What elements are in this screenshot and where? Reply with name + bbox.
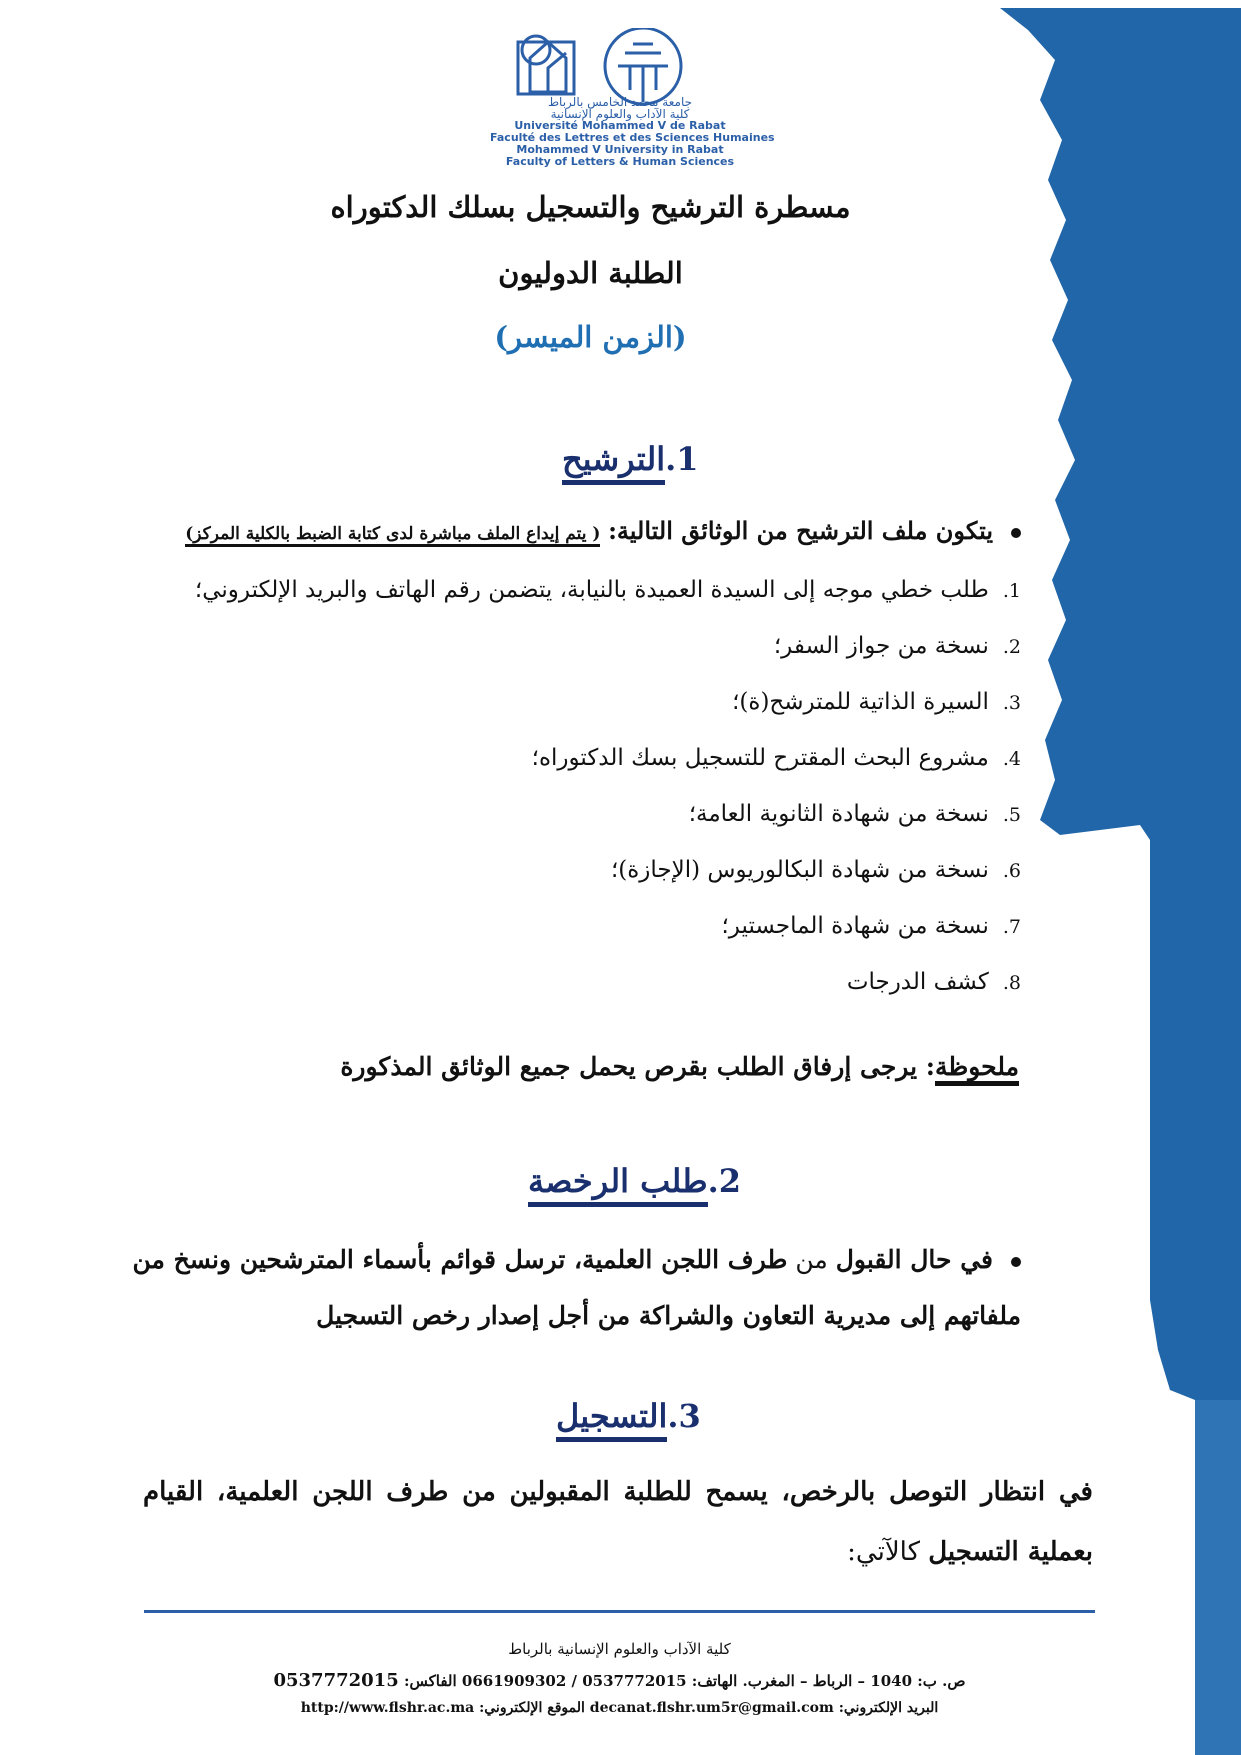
note-text: : يرجى إرفاق الطلب بقرص يحمل جميع الوثائق المذكورة [340, 1052, 935, 1081]
footer-online [144, 1700, 1095, 1716]
list-item-number: 8. [1002, 972, 1021, 994]
list-item-number: 4. [1002, 748, 1021, 770]
bullet-icon [1011, 1257, 1021, 1267]
list-item-text: نسخة من شهادة الثانوية العامة؛ [688, 801, 989, 827]
section3-heading [556, 1397, 701, 1435]
section1-bullet-note: ( يتم إيداع الملف مباشرة لدى كتابة الضبط بالكلية المركز) [185, 524, 600, 547]
section2-heading [528, 1162, 741, 1200]
list-item-text: نسخة من شهادة الماجستير؛ [721, 913, 989, 939]
list-item-number: 2. [1002, 636, 1021, 658]
logo-caption [490, 95, 775, 168]
note [340, 1052, 1019, 1081]
logo-fr-line1: Université Mohammed V de Rabat [514, 119, 726, 132]
section1-bullet-text: يتكون ملف الترشيح من الوثائق التالية: [608, 516, 993, 545]
logo-en-line1: Mohammed V University in Rabat [516, 143, 724, 156]
note-label: ملحوظة [935, 1052, 1019, 1086]
logo-arabic-line2: كلية الآداب والعلوم الإنسانية [550, 107, 690, 121]
list-item-text: مشروع البحث المقترح للتسجيل بسك الدكتوراه؛ [531, 745, 989, 771]
section1-number: 1. [665, 440, 699, 478]
list-item [195, 682, 1021, 738]
footer-divider [144, 1610, 1095, 1613]
footer-contact [144, 1670, 1095, 1691]
section2-text-a: في حال القبول [835, 1245, 993, 1274]
list-item-text: نسخة من شهادة البكالوريوس (الإجازة)؛ [610, 857, 989, 883]
footer-email-label: البريد الإلكتروني: [833, 1700, 939, 1716]
section1-bullet [185, 516, 1021, 545]
list-item [195, 794, 1021, 850]
section3-text-bold: في انتظار التوصل بالرخص، يسمح للطلبة المقبولين من طرف اللجن العلمية، القيام بعملية التسجيل [143, 1477, 1093, 1567]
logo-arabic-line1: جامعة محمد الخامس بالرباط [547, 95, 693, 109]
section2-text-c: طرف اللجن العلمية، ترسل قوائم بأسماء المترشحين ونسخ من ملفاتهم إلى مديرية التعاون والشراكة من أجل إصدار رخص التسجيل [132, 1245, 1021, 1330]
section2-paragraph [111, 1232, 1021, 1344]
list-item [195, 850, 1021, 906]
section2-title: طلب الرخصة [528, 1162, 708, 1207]
list-item-number: 7. [1002, 916, 1021, 938]
footer-site[interactable]: http://www.flshr.ac.ma [300, 1700, 475, 1716]
footer-site-label: الموقع الإلكتروني: [474, 1700, 590, 1716]
page-subtitle: الطلبة الدوليون [498, 256, 683, 290]
list-item-number: 3. [1002, 692, 1021, 714]
list-item-text: نسخة من جواز السفر؛ [773, 633, 989, 659]
list-item-number: 5. [1002, 804, 1021, 826]
list-item [195, 626, 1021, 682]
list-item-text: السيرة الذاتية للمترشح(ة)؛ [732, 689, 989, 715]
section2-text-b: من [787, 1245, 836, 1274]
list-item [195, 738, 1021, 794]
page-mode: (الزمن الميسر) [494, 320, 687, 354]
footer-faculty: كلية الآداب والعلوم الإنسانية بالرباط [508, 1640, 731, 1658]
section1-title: الترشيح [562, 440, 665, 485]
page-title: مسطرة الترشيح والتسجيل بسلك الدكتوراه [330, 190, 851, 224]
logo-fr-line2: Faculté des Lettres et des Sciences Humaines [490, 131, 775, 144]
list-item-number: 6. [1002, 860, 1021, 882]
list-item [195, 570, 1021, 626]
footer-address: ص. ب: 1040 – الرباط – المغرب. الهاتف: 0537772015 / 0661909302 الفاكس: [398, 1672, 966, 1690]
list-item-number: 1. [1002, 580, 1021, 602]
footer-email[interactable]: decanat.flshr.um5r@gmail.com [589, 1700, 834, 1716]
bullet-icon [1011, 528, 1021, 538]
list-item-text: كشف الدرجات [846, 969, 989, 995]
documents-list [195, 570, 1021, 1018]
section3-number: 3. [667, 1397, 701, 1435]
list-item-text: طلب خطي موجه إلى السيدة العميدة بالنيابة، يتضمن رقم الهاتف والبريد الإلكتروني؛ [194, 577, 989, 603]
list-item [195, 906, 1021, 962]
section2-number: 2. [707, 1162, 742, 1200]
section3-paragraph [143, 1462, 1093, 1582]
list-item [195, 962, 1021, 1018]
section3-text-light: كالآتي: [847, 1537, 929, 1567]
section3-title: التسجيل [556, 1397, 667, 1442]
section1-heading [562, 440, 698, 478]
footer-fax: 0537772015 [273, 1670, 399, 1691]
logo-en-line2: Faculty of Letters & Human Sciences [505, 155, 735, 168]
